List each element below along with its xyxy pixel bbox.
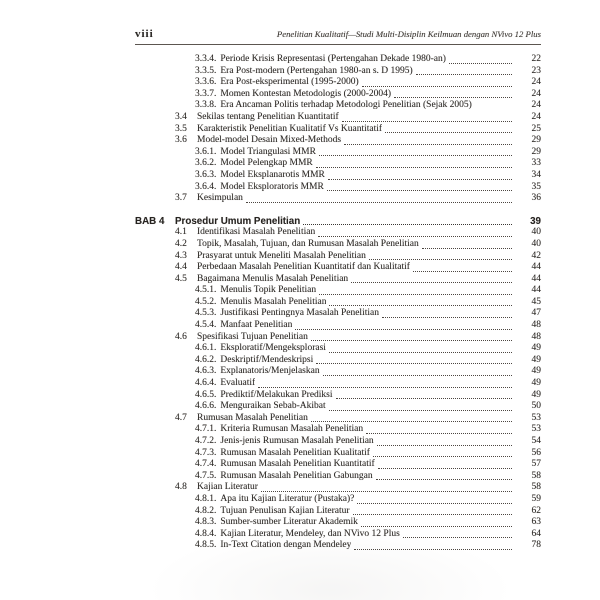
toc-entry-page: 56	[531, 447, 541, 458]
dot-leader	[318, 236, 512, 237]
toc-entry-title: Model Eksplanarotis MMR	[220, 169, 325, 180]
dot-leader	[416, 74, 512, 75]
toc-entry-page: 50	[531, 401, 541, 412]
toc-entry-number: 4.6.1.	[195, 343, 217, 354]
toc-entry	[135, 89, 541, 101]
dot-leader	[316, 363, 512, 364]
toc-entry	[135, 285, 541, 297]
toc-entry	[135, 343, 541, 355]
toc-entry-page: 22	[531, 54, 541, 64]
toc-entry-page: 36	[531, 193, 541, 204]
toc-entry	[135, 540, 541, 552]
dot-leader	[422, 248, 512, 249]
toc-entry-title: Era Post-eksperimental (1995-2000)	[220, 77, 359, 88]
toc-entry-title: Justifikasi Pentingnya Masalah Penelitian	[220, 308, 379, 319]
dot-leader	[319, 294, 512, 295]
dot-leader	[311, 340, 512, 341]
toc-entry-number: 4.5.3.	[195, 308, 217, 319]
toc-entry-title: Sumber-sumber Literatur Akademik	[220, 517, 358, 528]
toc-entry-number: 3.4	[175, 111, 187, 122]
toc-entry	[135, 158, 541, 170]
dot-leader	[246, 202, 512, 203]
toc-entry-number: 4.8	[175, 482, 187, 493]
toc-entry-page: 62	[531, 505, 541, 516]
toc-entry-page: 24	[531, 111, 541, 122]
toc-entry-number: 4.6.5.	[195, 389, 217, 400]
toc-entry-page: 48	[531, 320, 541, 331]
toc-entry-title: Tujuan Penulisan Kajian Literatur	[220, 505, 350, 516]
toc-entry	[135, 390, 541, 402]
toc-entry-number: 3.6.2.	[195, 158, 217, 169]
toc-entry	[135, 506, 541, 518]
dot-leader	[258, 387, 512, 388]
toc-entry	[135, 182, 541, 194]
toc-entry-page: 39	[530, 215, 541, 227]
toc-entry-title: Momen Kontestan Metodologis (2000-2004)	[220, 88, 392, 99]
toc-entry	[135, 355, 541, 367]
toc-entry	[135, 77, 541, 89]
toc-entry-title: Identifikasi Masalah Penelitian	[197, 227, 316, 238]
toc-entry	[135, 529, 541, 541]
dot-leader	[377, 445, 512, 446]
toc-entry-title: Model Triangulasi MMR	[220, 146, 316, 157]
toc-entry	[135, 100, 541, 112]
toc-entry	[135, 297, 541, 309]
dot-leader	[354, 549, 512, 550]
toc-entry-number: 4.7	[175, 412, 187, 423]
dot-leader	[327, 190, 512, 191]
dot-leader	[319, 155, 512, 156]
dot-leader	[403, 537, 512, 538]
toc-entry-number: 4.8.2.	[195, 505, 217, 516]
toc-entry-number: 3.3.8.	[195, 100, 217, 111]
toc-entry-title: Era Ancaman Politis terhadap Metodologi Penelitian (Sejak 2005)	[220, 100, 472, 111]
dot-leader	[311, 421, 512, 422]
dot-leader	[357, 503, 512, 504]
toc-entry-number: 4.5	[175, 273, 187, 284]
toc-entry-page: 35	[531, 181, 541, 192]
toc-entry-title: Prosedur Umum Penelitian	[175, 215, 301, 227]
toc-entry-page: 42	[531, 250, 541, 261]
toc-entry-number: 4.5.4.	[195, 320, 217, 331]
toc-entry-page: 78	[531, 540, 541, 551]
toc-entry-number: 4.7.4.	[195, 459, 217, 470]
toc-entry	[135, 436, 541, 448]
toc-entry	[135, 517, 541, 529]
toc-entry-title: Model-model Desain Mixed-Methods	[197, 135, 342, 146]
toc-entry	[135, 239, 541, 251]
dot-leader	[373, 456, 512, 457]
toc-entry-title: Periode Krisis Representasi (Pertengahan Dekade 1980-an)	[220, 54, 446, 64]
toc-entry-title: Prasyarat untuk Meneliti Masalah Penelitian	[197, 250, 366, 261]
toc-entry-page: 24	[531, 77, 541, 88]
toc-entry-page: 44	[531, 262, 541, 273]
toc-entry-number: 4.8.1.	[195, 493, 217, 504]
toc-entry-title: Rumusan Masalah Penelitian Gabungan	[220, 470, 373, 481]
dot-leader	[378, 468, 512, 469]
toc-entry	[135, 135, 541, 147]
toc-entry-title: Rumusan Masalah Penelitian	[197, 412, 308, 423]
toc-entry	[135, 170, 541, 182]
toc-entry-page: 49	[531, 378, 541, 389]
toc-entry	[135, 112, 541, 124]
toc-entry-title: Rumusan Masalah Penelitian Kuantitatif	[220, 459, 375, 470]
dot-leader	[366, 433, 512, 434]
toc-entry-title: In-Text Citation dengan Mendeley	[220, 540, 352, 551]
toc-entry-number: 3.3.5.	[195, 65, 217, 76]
toc-entry-title: Bagaimana Menulis Masalah Penelitian	[197, 273, 349, 284]
toc-entry	[135, 448, 541, 460]
dot-leader	[329, 305, 512, 306]
toc-entry-number: 4.5.1.	[195, 285, 217, 296]
toc-entry-page: 40	[531, 227, 541, 238]
dot-leader	[369, 259, 512, 260]
toc-entry	[135, 413, 541, 425]
toc-entry-page: 49	[531, 389, 541, 400]
toc-entry-number: 4.7.3.	[195, 447, 217, 458]
toc-entry	[135, 54, 541, 66]
toc-entry-number: 4.8.4.	[195, 528, 217, 539]
toc-entry-title: Kajian Literatur	[197, 482, 258, 493]
toc-entry-number: 4.7.1.	[195, 424, 217, 435]
toc-entry-page: 47	[531, 308, 541, 319]
toc-entry-title: Explanatoris/Menjelaskan	[220, 366, 320, 377]
toc-entry	[135, 401, 541, 413]
toc-entry-page: 23	[531, 65, 541, 76]
toc-entry	[135, 251, 541, 263]
dot-leader	[328, 179, 512, 180]
toc-entry-page: 53	[531, 424, 541, 435]
toc-entry-page: 24	[531, 100, 541, 111]
dot-leader	[342, 121, 512, 122]
toc-entry-number: 3.6.1.	[195, 146, 217, 157]
dot-leader	[376, 479, 512, 480]
toc-entry	[135, 424, 541, 436]
dot-leader	[336, 398, 512, 399]
toc-entry-title: Model Pelengkap MMR	[220, 158, 313, 169]
toc-entry-page: 44	[531, 273, 541, 284]
toc-entry-number: 4.8.5.	[195, 540, 217, 551]
dot-leader	[353, 514, 512, 515]
toc-entry	[135, 308, 541, 320]
toc-entry-number: 4.3	[175, 250, 187, 261]
toc-entry-number: 3.7	[175, 193, 187, 204]
page-header	[135, 28, 541, 45]
toc-entry-title: Jenis-jenis Rumusan Masalah Penelitian	[220, 436, 374, 446]
toc-entry-number: 4.6.3.	[195, 366, 217, 377]
toc-entry-page: 49	[531, 366, 541, 377]
toc-entry-number: 3.6.3.	[195, 169, 217, 180]
toc-entry-number: 4.2	[175, 238, 187, 249]
dot-leader	[382, 317, 512, 318]
toc-entry-number: 4.6.2.	[195, 354, 217, 365]
toc-entry	[135, 227, 541, 239]
toc-entry	[135, 459, 541, 471]
toc-entry-page: 29	[531, 135, 541, 146]
toc-entry-page: 29	[531, 146, 541, 157]
toc-entry-title: Topik, Masalah, Tujuan, dan Rumusan Masalah Penelitian	[197, 238, 419, 249]
toc-entry-number: 4.8.3.	[195, 517, 217, 528]
toc-entry-page: 49	[531, 354, 541, 365]
running-title: Penelitian Kualitatif—Studi Multi-Disiplin Keilmuan dengan NVivo 12 Plus	[276, 29, 541, 39]
toc-entry-page: 59	[531, 493, 541, 504]
dot-leader	[394, 97, 512, 98]
dot-leader	[413, 271, 512, 272]
toc-entry	[135, 482, 541, 494]
toc-entry-title: Eksploratif/Mengeksplorasi	[220, 343, 326, 354]
toc-entry-page: 44	[531, 285, 541, 296]
dot-leader	[344, 144, 512, 145]
toc-entry-number: 4.1	[175, 227, 187, 238]
toc-list	[135, 54, 541, 552]
toc-entry-number: 4.5.2.	[195, 296, 217, 307]
toc-entry-number: 4.4	[175, 262, 187, 273]
toc-entry-title: Rumusan Masalah Penelitian Kualitatif	[220, 447, 370, 458]
toc-entry-number: BAB 4	[135, 215, 165, 227]
toc-entry-title: Prediktif/Melakukan Prediksi	[220, 389, 333, 400]
toc-entry-page: 64	[531, 528, 541, 539]
dot-leader	[323, 375, 512, 376]
dot-leader	[361, 526, 512, 527]
toc-entry-page: 24	[531, 88, 541, 99]
toc-entry	[135, 366, 541, 378]
toc-entry-title: Model Eksploratoris MMR	[220, 181, 324, 192]
toc-entry-title: Spesifikasi Tujuan Penelitian	[197, 331, 308, 342]
dot-leader	[329, 410, 512, 411]
dot-leader	[351, 282, 512, 283]
toc-entry-title: Era Post-modern (Pertengahan 1980-an s. D 1995)	[220, 65, 413, 76]
toc-entry-page: 58	[531, 470, 541, 481]
toc-entry-page: 33	[531, 158, 541, 169]
toc-entry	[135, 66, 541, 78]
toc-entry-page: 48	[531, 331, 541, 342]
page-content	[135, 28, 541, 552]
toc-entry-number: 3.5	[175, 123, 187, 134]
dot-leader	[295, 329, 512, 330]
toc-entry-page: 63	[531, 517, 541, 528]
folio-page-number: viii	[135, 28, 154, 40]
toc-entry-page: 57	[531, 459, 541, 470]
toc-entry-title: Evaluatif	[220, 378, 256, 389]
toc-entry-title: Kesimpulan	[197, 193, 243, 204]
toc-entry-page: 34	[531, 169, 541, 180]
toc-entry-title: Kajian Literatur, Mendeley, dan NVivo 12 Plus	[220, 528, 400, 539]
toc-entry-number: 4.6.6.	[195, 401, 217, 412]
toc-entry	[135, 262, 541, 274]
toc-entry	[135, 147, 541, 159]
toc-entry	[135, 193, 541, 205]
toc-entry-page: 58	[531, 482, 541, 493]
toc-entry-number: 4.7.5.	[195, 470, 217, 481]
toc-entry-page: 40	[531, 238, 541, 249]
toc-entry-number: 3.6	[175, 135, 187, 146]
toc-entry	[135, 378, 541, 390]
dot-leader	[261, 491, 512, 492]
toc-entry	[135, 494, 541, 506]
toc-entry	[135, 471, 541, 483]
toc-entry-page: 49	[531, 343, 541, 354]
dot-leader	[449, 63, 512, 64]
toc-entry-page: 45	[531, 296, 541, 307]
toc-entry	[135, 332, 541, 344]
toc-entry-number: 4.6	[175, 331, 187, 342]
dot-leader	[316, 167, 512, 168]
toc-entry-title: Kriteria Rumusan Masalah Penelitian	[220, 424, 364, 435]
dot-leader	[303, 224, 512, 225]
toc-entry-title: Perbedaan Masalah Penelitian Kuantitatif dan Kualitatif	[197, 262, 410, 273]
toc-entry	[135, 274, 541, 286]
dot-leader	[329, 352, 512, 353]
toc-chapter-row	[135, 216, 541, 228]
toc-entry-number: 4.7.2.	[195, 436, 217, 446]
toc-entry-number: 4.6.4.	[195, 378, 217, 389]
toc-entry-number: 3.3.6.	[195, 77, 217, 88]
toc-entry-title: Deskriptif/Mendeskripsi	[220, 354, 314, 365]
toc-entry	[135, 124, 541, 136]
toc-entry-number: 3.3.7.	[195, 88, 217, 99]
toc-entry-title: Karakteristik Penelitian Kualitatif Vs Kuantitatif	[197, 123, 383, 134]
toc-entry-title: Sekilas tentang Penelitian Kuantitatif	[197, 111, 339, 122]
toc-entry-number: 3.6.4.	[195, 181, 217, 192]
toc-entry-page: 25	[531, 123, 541, 134]
dot-leader	[362, 86, 512, 87]
toc-entry-page: 54	[531, 436, 541, 446]
toc-entry-title: Menulis Topik Penelitian	[220, 285, 317, 296]
toc-entry-page: 53	[531, 412, 541, 423]
toc-entry-title: Manfaat Penelitian	[220, 320, 293, 331]
toc-entry-title: Menguraikan Sebab-Akibat	[220, 401, 326, 412]
toc-entry	[135, 320, 541, 332]
toc-entry-title: Menulis Masalah Penelitian	[220, 296, 327, 307]
dot-leader	[385, 132, 512, 133]
toc-entry-number: 3.3.4.	[195, 54, 217, 64]
toc-entry-title: Apa itu Kajian Literatur (Pustaka)?	[220, 493, 355, 504]
